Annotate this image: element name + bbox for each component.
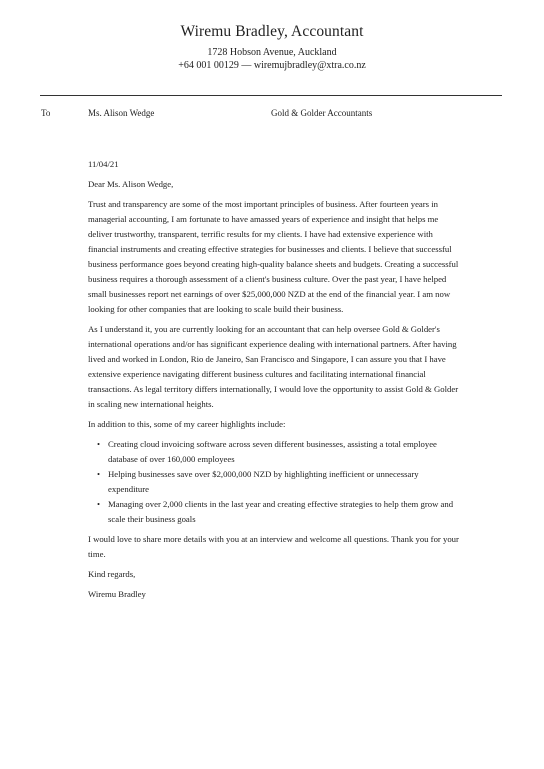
recipient-name: Ms. Alison Wedge bbox=[88, 108, 155, 118]
closing-paragraph: I would love to share more details with you at an interview and welcome all questions. Thank you for your time. bbox=[88, 534, 459, 559]
letter-header bbox=[0, 22, 544, 72]
highlights-list bbox=[88, 437, 460, 527]
highlight-item: • Creating cloud invoicing software across seven different businesses, assisting a total employee database of over 160,000 employees bbox=[108, 437, 460, 467]
letter-date: 11/04/21 bbox=[88, 159, 119, 169]
sender-address: 1728 Hobson Avenue, Auckland bbox=[207, 47, 337, 58]
highlight-item: • Managing over 2,000 clients in the last year and creating effective strategies to help them grow and scale their business goals bbox=[108, 497, 460, 527]
paragraph-intro: Trust and transparency are some of the most important principles of business. After fourteen years in managerial accounting, I am fortunate to have amassed years of experience and insight that helps me deliver trustworthy, transparent, terrific results for my clients. I have had extensive experience with financial instruments and creating effective strategies for businesses and clients. I believe that successful business performance goes beyond creating high-quality balance sheets and budgets. Creating a successful business requires a thorough assessment of a client's business culture. Over the past year, I have helped small businesses report net earnings of over $25,000,000 NZD at the end of the financial year. I am now looking for other companies that are looking to scale build their business. bbox=[88, 199, 459, 314]
salutation: Dear Ms. Alison Wedge, bbox=[88, 179, 174, 189]
sign-off: Kind regards, bbox=[88, 569, 136, 579]
sender-name: Wiremu Bradley, Accountant bbox=[180, 23, 364, 40]
to-label: To bbox=[41, 108, 51, 118]
highlight-item: • Helping businesses save over $2,000,000 NZD by highlighting inefficient or unnecessary expenditure bbox=[108, 467, 460, 497]
recipient-company: Gold & Golder Accountants bbox=[271, 108, 373, 118]
paragraph-international: As I understand it, you are currently looking for an accountant that can help oversee Gold & Golder's international operations and/or has significant experience dealing with international partners. After having lived and worked in London, Rio de Janeiro, San Francisco and Singapore, I can assure you that I have extensive experience navigating different business cultures and facilitating international financial transactions. As legal territory differs internationally, I would love the opportunity to assist Gold & Golder in scaling new international heights. bbox=[88, 324, 459, 409]
highlights-intro: In addition to this, some of my career highlights include: bbox=[88, 419, 286, 429]
header-divider bbox=[40, 95, 502, 96]
signature: Wiremu Bradley bbox=[88, 589, 146, 599]
letter-body bbox=[88, 157, 460, 607]
sender-contact: +64 001 00129 — wiremujbradley@xtra.co.nz bbox=[178, 60, 366, 71]
